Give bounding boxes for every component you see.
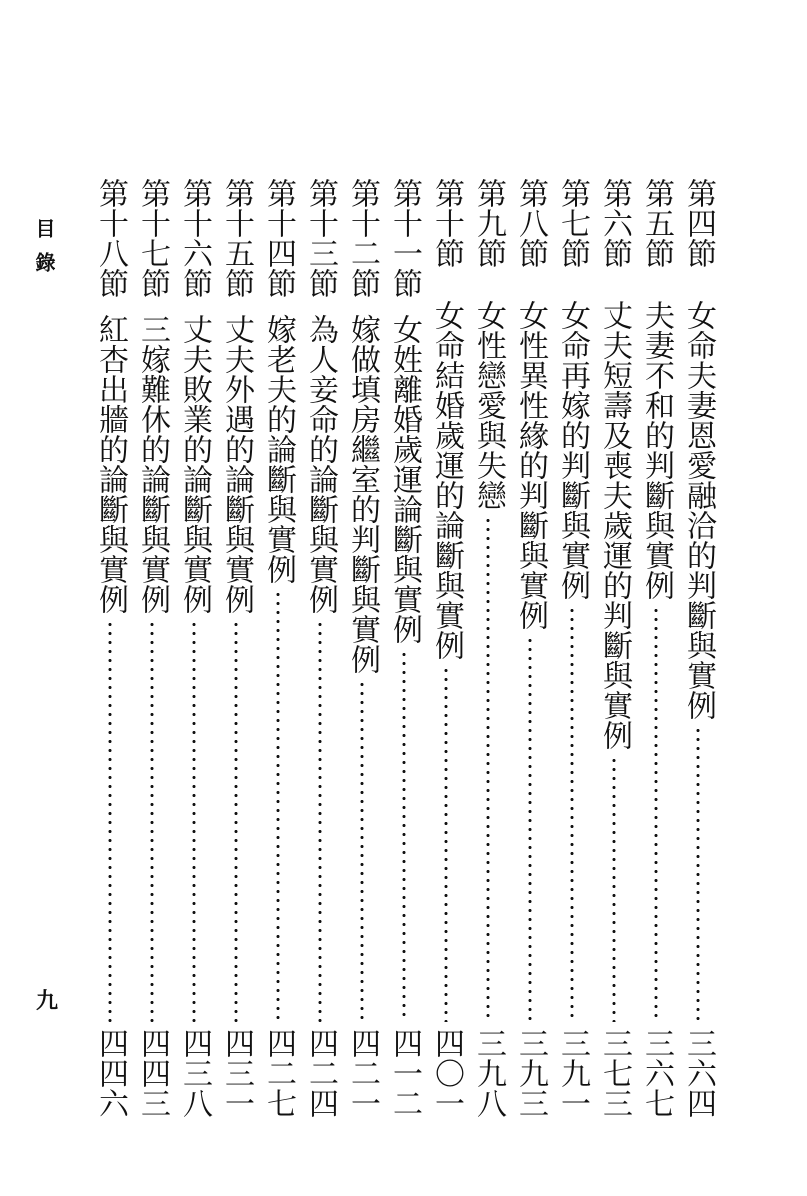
- toc-section-number: 第四節: [681, 178, 716, 268]
- toc-page-number: 四三八: [177, 1028, 212, 1118]
- toc-section-number: 第六節: [597, 178, 632, 268]
- toc-entry[interactable]: [93, 178, 127, 1118]
- toc-entry-title: 女命夫妻恩愛融洽的判斷與實例: [681, 300, 716, 720]
- toc-entry-title: 為人妾命的論斷與實例: [303, 314, 338, 614]
- dot-leader: [234, 620, 238, 1022]
- toc-entry[interactable]: [555, 178, 589, 1118]
- toc-section-number: 第七節: [555, 178, 590, 268]
- toc-section-number: 第十七節: [135, 178, 170, 298]
- toc-page-number: 三九八: [471, 1028, 506, 1118]
- toc-entry[interactable]: [303, 178, 337, 1118]
- toc-section-number: 第五節: [639, 178, 674, 268]
- dot-leader: [276, 590, 280, 1022]
- dot-leader: [360, 680, 364, 1022]
- toc-entry[interactable]: [429, 178, 463, 1118]
- dot-leader: [318, 620, 322, 1022]
- toc-entry-title: 女命結婚歲運的論斷與實例: [429, 300, 464, 660]
- toc-entry[interactable]: [135, 178, 169, 1118]
- toc-entry-title: 嫁做填房繼室的判斷與實例: [345, 314, 380, 674]
- table-of-contents: [93, 178, 715, 1118]
- dot-leader: [108, 620, 112, 1022]
- dot-leader: [612, 756, 616, 1022]
- dot-leader: [654, 606, 658, 1022]
- toc-section-number: 第十八節: [93, 178, 128, 298]
- toc-page-number: 四二一: [345, 1028, 380, 1118]
- toc-entry[interactable]: [639, 178, 673, 1118]
- toc-entry[interactable]: [513, 178, 547, 1118]
- dot-leader: [150, 620, 154, 1022]
- running-header: 目錄: [32, 218, 56, 286]
- toc-page-number: 四三一: [219, 1028, 254, 1118]
- toc-entry-title: 女性戀愛與失戀: [471, 300, 506, 510]
- toc-section-number: 第九節: [471, 178, 506, 268]
- toc-section-number: 第十六節: [177, 178, 212, 298]
- toc-entry-title: 女性異性緣的判斷與實例: [513, 300, 548, 630]
- toc-entry-title: 女姓離婚歲運論斷與實例: [387, 314, 422, 644]
- dot-leader: [696, 726, 700, 1022]
- toc-entry-title: 丈夫短壽及喪夫歲運的判斷與實例: [597, 300, 632, 750]
- toc-entry[interactable]: [177, 178, 211, 1118]
- dot-leader: [192, 620, 196, 1022]
- toc-section-number: 第十三節: [303, 178, 338, 298]
- dot-leader: [570, 606, 574, 1022]
- toc-page-number: 三六七: [639, 1028, 674, 1118]
- page-number: 九: [36, 988, 59, 1014]
- toc-entry[interactable]: [345, 178, 379, 1118]
- toc-page-number: 三七三: [597, 1028, 632, 1118]
- toc-entry[interactable]: [387, 178, 421, 1118]
- toc-section-number: 第十節: [429, 178, 464, 268]
- toc-page-number: 四二四: [303, 1028, 338, 1118]
- toc-page-number: 三九一: [555, 1028, 590, 1118]
- toc-section-number: 第十四節: [261, 178, 296, 298]
- toc-entry-title: 紅杏出牆的論斷與實例: [93, 314, 128, 614]
- toc-section-number: 第十二節: [345, 178, 380, 298]
- toc-entry[interactable]: [681, 178, 715, 1118]
- toc-entry-title: 女命再嫁的判斷與實例: [555, 300, 590, 600]
- toc-entry-title: 三嫁難休的論斷與實例: [135, 314, 170, 614]
- toc-section-number: 第十一節: [387, 178, 422, 298]
- toc-section-number: 第十五節: [219, 178, 254, 298]
- toc-page-number: 三六四: [681, 1028, 716, 1118]
- toc-entry-title: 夫妻不和的判斷與實例: [639, 300, 674, 600]
- dot-leader: [444, 666, 448, 1022]
- toc-entry[interactable]: [597, 178, 631, 1118]
- toc-page-number: 四〇一: [429, 1028, 464, 1118]
- toc-entry[interactable]: [219, 178, 253, 1118]
- dot-leader: [402, 650, 406, 1022]
- toc-entry-title: 丈夫外遇的論斷與實例: [219, 314, 254, 614]
- toc-section-number: 第八節: [513, 178, 548, 268]
- toc-entry[interactable]: [471, 178, 505, 1118]
- dot-leader: [486, 516, 490, 1022]
- toc-entry[interactable]: [261, 178, 295, 1118]
- toc-page-number: 四四六: [93, 1028, 128, 1118]
- toc-entry-title: 嫁老夫的論斷與實例: [261, 314, 296, 584]
- dot-leader: [528, 636, 532, 1022]
- toc-page-number: 四四三: [135, 1028, 170, 1118]
- toc-page-number: 四二七: [261, 1028, 296, 1118]
- toc-page-number: 三九三: [513, 1028, 548, 1118]
- toc-page-number: 四一二: [387, 1028, 422, 1118]
- toc-entry-title: 丈夫敗業的論斷與實例: [177, 314, 212, 614]
